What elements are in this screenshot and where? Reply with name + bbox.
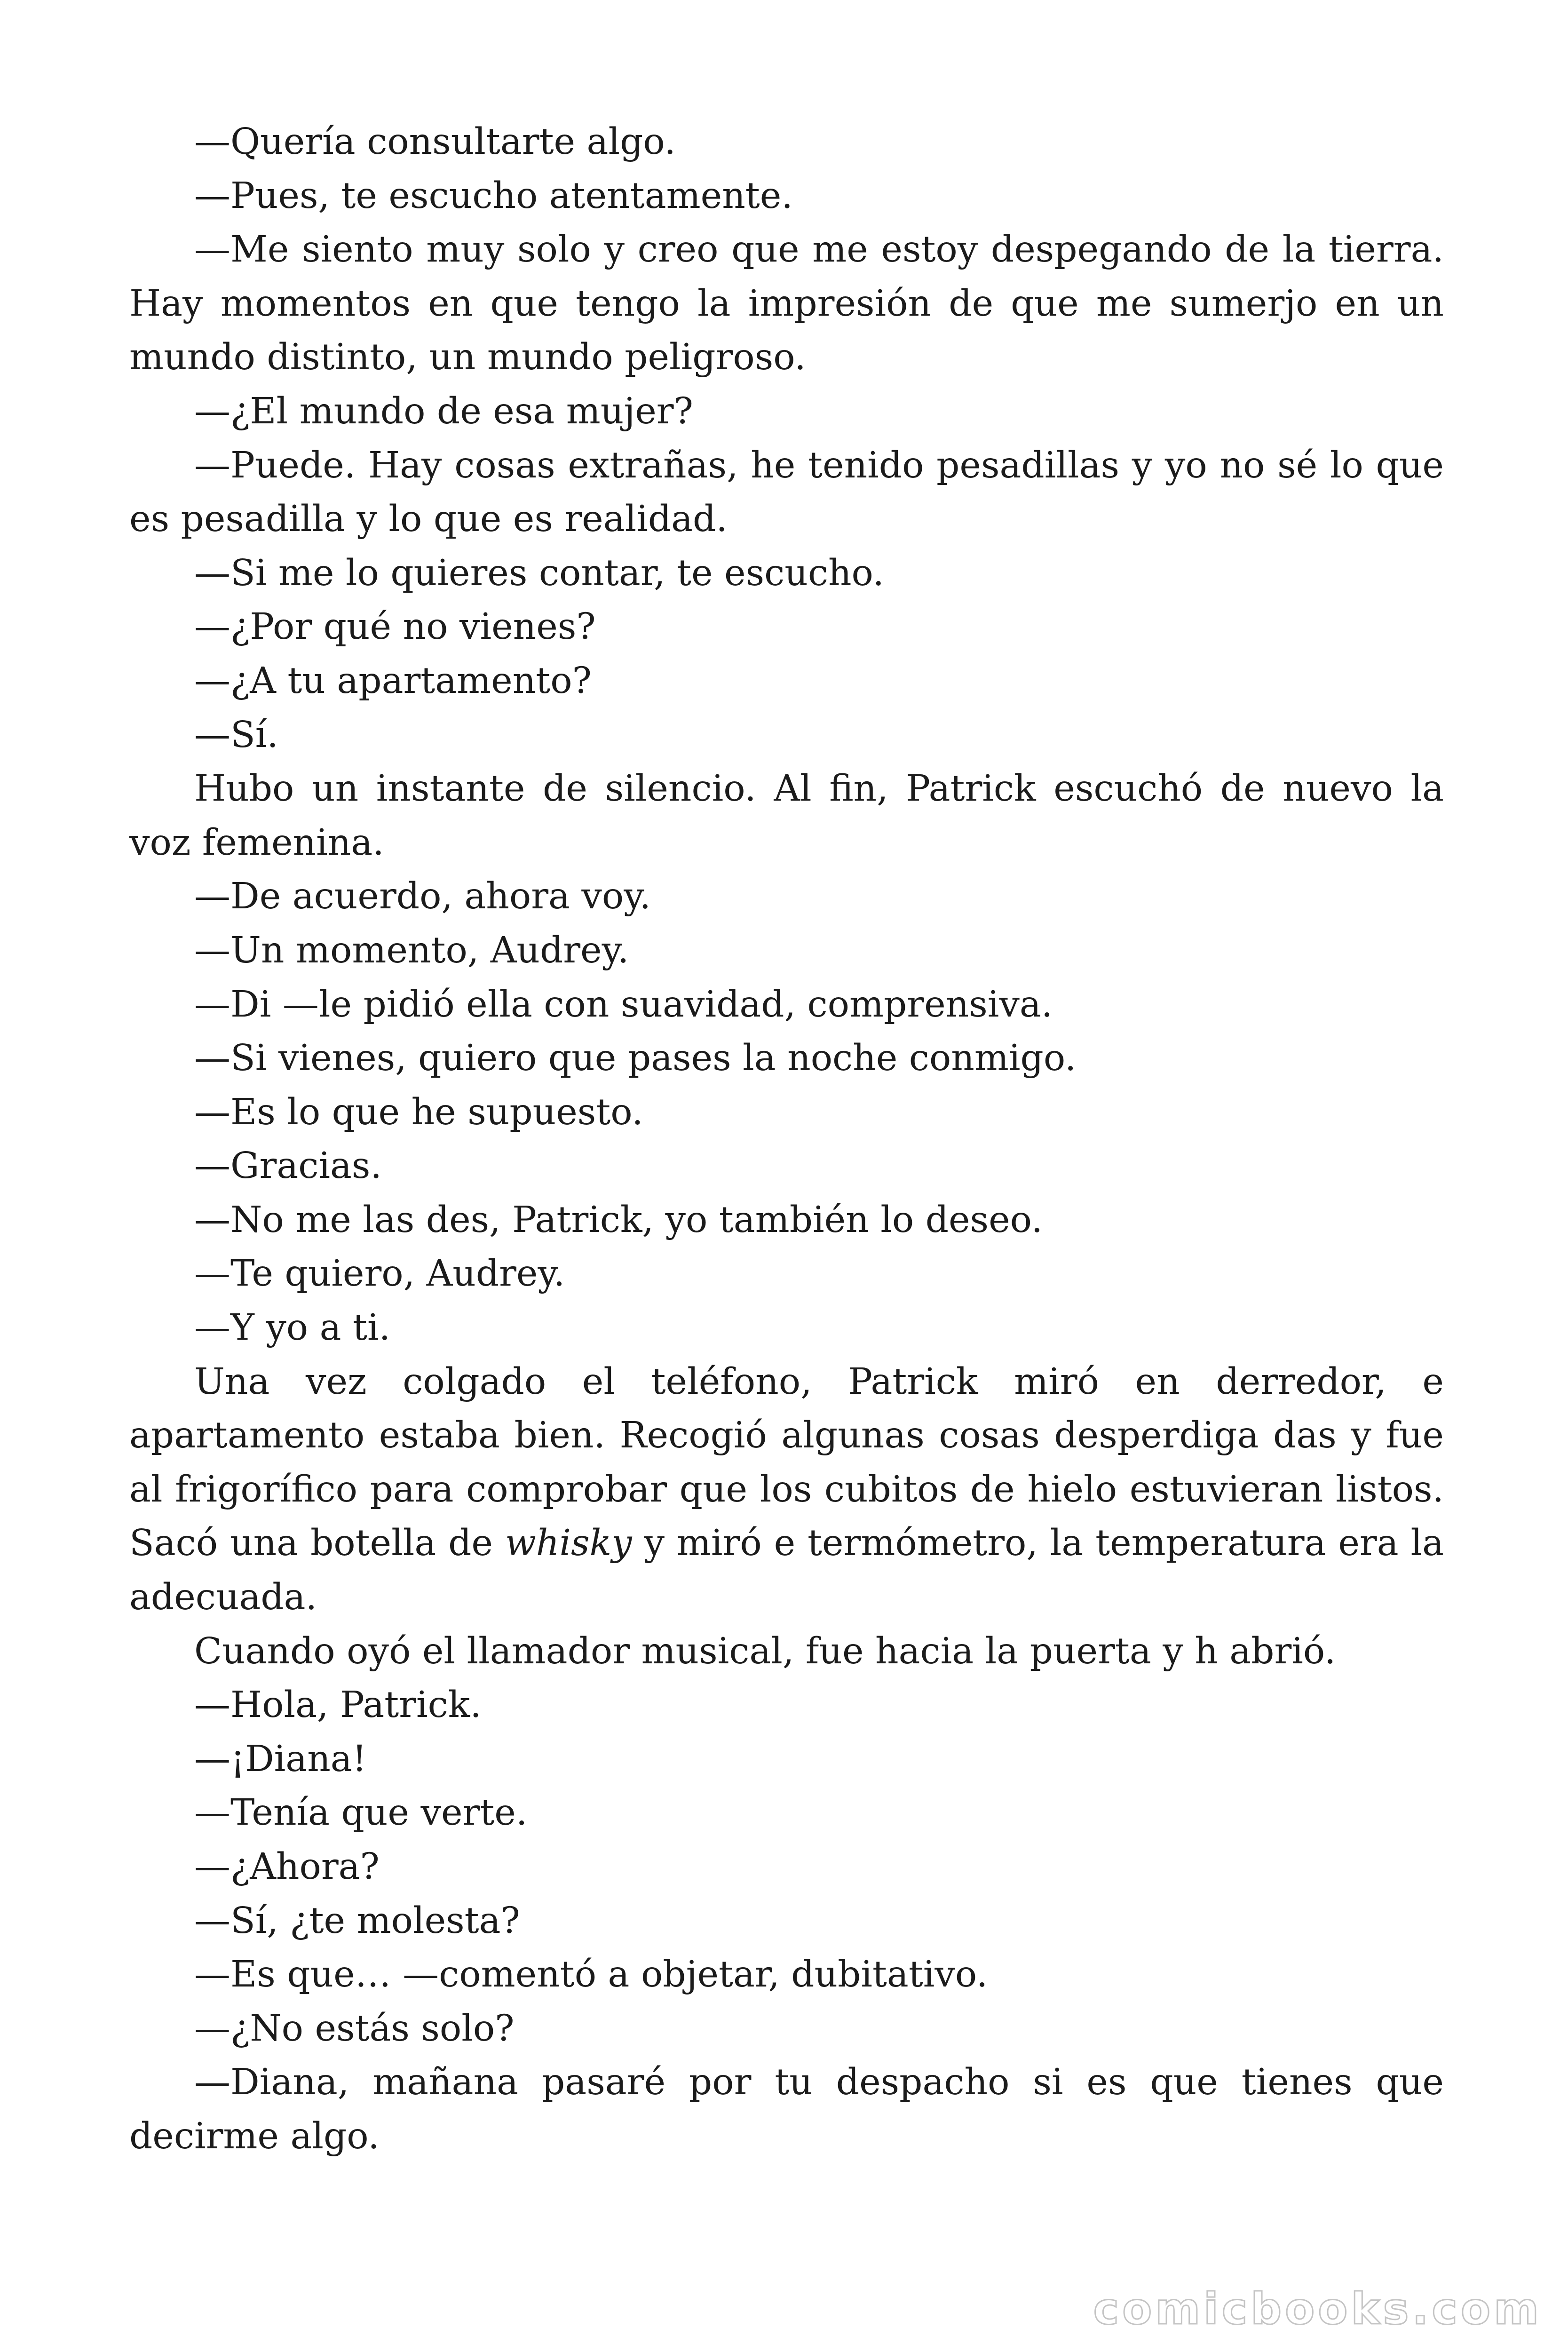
paragraph: —¿Ahora?	[194, 1846, 380, 1888]
paragraph: —¿El mundo de esa mujer?	[194, 390, 693, 432]
paragraph: —Di —le pidió ella con suavidad, comprensiva.	[194, 983, 1053, 1025]
paragraph: —Es lo que he supuesto.	[194, 1091, 643, 1133]
body-text	[129, 115, 1444, 2164]
paragraph: —Pues, te escucho atentamente.	[194, 175, 793, 217]
italic-word: whisky	[505, 1522, 632, 1565]
watermark: comicbooks.com	[1093, 2284, 1542, 2334]
paragraph: —Gracias.	[194, 1145, 382, 1187]
paragraph: —Un momento, Audrey.	[194, 929, 629, 971]
paragraph: —Tenía que verte.	[194, 1792, 528, 1834]
paragraph: —Y yo a ti.	[194, 1307, 391, 1349]
paragraph: —Diana, mañana pasaré por tu despacho si es que tienes que decirme algo.	[129, 2061, 1444, 2157]
paragraph: Cuando oyó el llamador musical, fue hacia la puerta y h abrió.	[194, 1630, 1336, 1672]
paragraph: —Me siento muy solo y creo que me estoy despegando de la tierra. Hay momentos en que tengo la impresión de que me sumerjo en un mundo distinto, un mundo peligroso.	[129, 229, 1444, 379]
paragraph: —Sí.	[194, 714, 278, 756]
paragraph: —¿A tu apartamento?	[194, 660, 592, 702]
paragraph: —Te quiero, Audrey.	[194, 1253, 565, 1295]
paragraph: —Sí, ¿te molesta?	[194, 1899, 520, 1942]
paragraph: Hubo un instante de silencio. Al fin, Patrick escuchó de nuevo la voz femenina.	[129, 768, 1444, 864]
paragraph: —Si vienes, quiero que pases la noche conmigo.	[194, 1037, 1077, 1080]
paragraph: —Puede. Hay cosas extrañas, he tenido pesadillas y yo no sé lo que es pesadilla y lo que es realidad.	[129, 444, 1444, 540]
paragraph: —Hola, Patrick.	[194, 1684, 482, 1726]
paragraph: —Quería consultarte algo.	[194, 121, 676, 163]
paragraph: —De acuerdo, ahora voy.	[194, 875, 651, 918]
paragraph: —¿No estás solo?	[194, 2007, 515, 2050]
paragraph: —Si me lo quieres contar, te escucho.	[194, 552, 885, 594]
paragraph: —No me las des, Patrick, yo también lo deseo.	[194, 1199, 1043, 1241]
paragraph: Una vez colgado el teléfono, Patrick miró en derredor, e apartamento estaba bien. Recogió algunas cosas desperdiga das y fue al frigorífico para comprobar que los cubitos de hielo estuvieran listos. Sacó una botella de whisky y miró e termómetro, la temperatura era la adecuada.	[129, 1360, 1444, 1619]
paragraph: —¡Diana!	[194, 1738, 367, 1780]
paragraph: —¿Por qué no vienes?	[194, 606, 596, 648]
paragraph: —Es que… —comentó a objetar, dubitativo.	[194, 1954, 988, 1996]
